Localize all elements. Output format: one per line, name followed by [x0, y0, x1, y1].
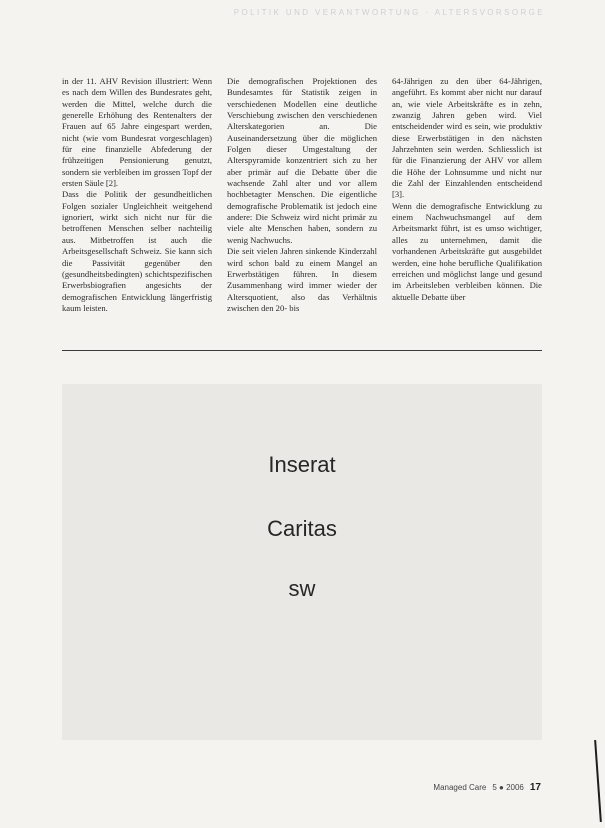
article-body [62, 76, 542, 344]
scan-edge-mark [594, 740, 602, 822]
paragraph: Dass die Politik der gesundheitlichen Folgen sozialer Ungleichheit weitgehend ignoriert, wirkt sich nicht nur für die betroffenen Menschen selber nachteilig aus. Mitbetroffen ist auch die Arbeitsgesellschaft Schweiz. Sie kann sich die Passivität gegenüber den (gesundheitsbedingten) schichtspezifischen Erwerbsbiografien angesichts der demografischen Entwicklung längerfristig kaum leisten. [62, 189, 212, 313]
advertisement-placeholder [62, 384, 542, 740]
ad-label: Inserat [268, 452, 336, 477]
page-number: 17 [529, 782, 541, 793]
paragraph: 64-Jährigen zu den über 64-Jährigen, angeführt. Es kommt aber nicht nur darauf an, wie viele Arbeitskräfte es in zehn, zwanzig Jahren geben wird. Viel entscheidender wird es sein, wie produktiv diese Erwerbstätigen in den nächsten Jahrzehnten sein werden. Schliesslich ist für die Finanzierung der AHV vor allem die Höhe der Lohnsumme und nicht nur die Zahl der Einzahlenden entscheidend [3]. [392, 76, 542, 200]
issue-number: 5 ● 2006 [492, 783, 524, 792]
paragraph: in der 11. AHV Revision illustriert: Wenn es nach dem Willen des Bundesrates geht, werden die Mittel, welche durch die generelle Erhöhung des Rentenalters der Frauen auf 65 Jahre eingespart werden, nicht (wie vom Bundesrat vorgeschlagen) für eine finanzielle Abfederung der frühzeitigen Pensionierung genutzt, sondern sie verbleiben im grossen Topf der ersten Säule [2]. [62, 76, 212, 189]
running-head: POLITIK UND VERANTWORTUNG · ALTERSVORSORGE [233, 8, 545, 17]
section-divider [62, 350, 542, 351]
text-column-3 [392, 76, 542, 344]
paragraph: Wenn die demografische Entwicklung zu einem Nachwuchsmangel auf dem Arbeitsmarkt führt, ist es umso wichtiger, alles zu unternehmen, damit die vorhandenen Arbeitskräfte gut ausgebildet werden, eine hohe berufliche Qualifikation erreichen und möglichst lange und gesund im Arbeitsleben verbleiben können. Die aktuelle Debatte über [392, 200, 542, 302]
journal-name: Managed Care [433, 783, 487, 792]
paragraph: Die seit vielen Jahren sinkende Kinderzahl wird schon bald zu einem Mangel an Erwerbstätigen führen. In diesem Zusammenhang wird immer wieder der Altersquotient, also das Verhältnis zwischen den 20- bis [227, 246, 377, 313]
ad-advertiser: Caritas [267, 516, 337, 541]
ad-color-mode: sw [288, 576, 316, 601]
text-column-2 [227, 76, 377, 344]
paragraph: Die demografischen Projektionen des Bundesamtes für Statistik zeigen in verschiedenen Modellen eine deutliche Verschiebung zwischen den verschiedenen Alterskategorien an. Die Auseinandersetzung über die möglichen Folgen dieser Umgestaltung der Alterspyramide konzentriert sich zu her aber primär auf die Debatte über die wachsende Zahl alter und vor allem hochbetagter Menschen. Die eigentliche demografische Problematik ist jedoch eine andere: Die Schweiz wird nicht primär zu viele alte Menschen haben, sondern zu wenig Nachwuchs. [227, 76, 377, 245]
text-column-1 [62, 76, 212, 344]
page-footer [433, 782, 541, 793]
